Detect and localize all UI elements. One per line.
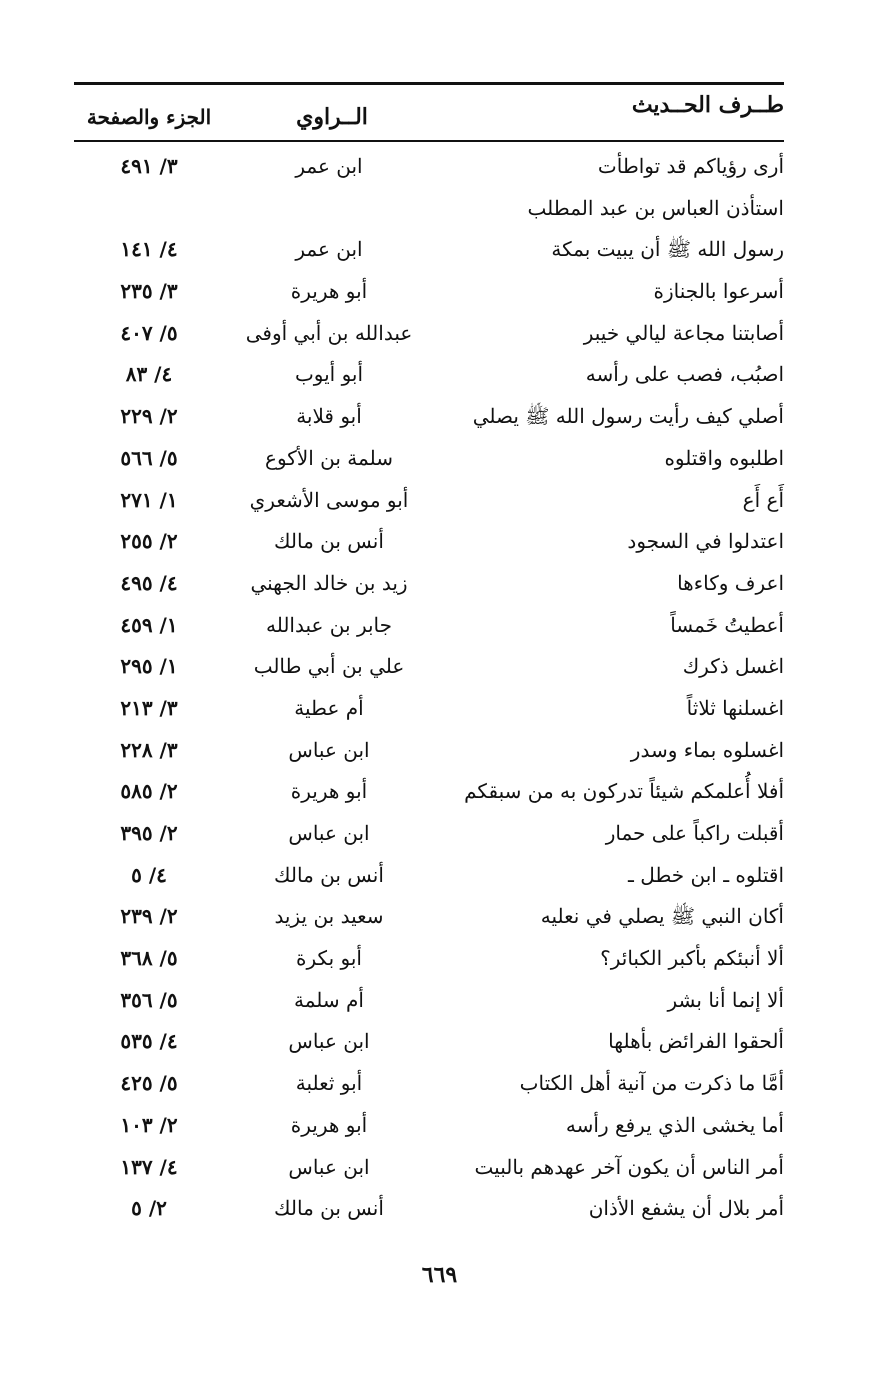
table-row bbox=[74, 229, 784, 271]
table-row bbox=[74, 730, 784, 772]
narrator-name: أم سلمة bbox=[294, 987, 364, 1012]
hadith-text: اعتدلوا في السجود bbox=[627, 529, 784, 554]
narrator-name: أنس بن مالك bbox=[274, 1196, 384, 1221]
volume-page-ref: ١/ ٢٧١ bbox=[120, 487, 178, 512]
hadith-text: أعطيتُ خَمساً bbox=[670, 612, 784, 637]
narrator-name: أبو أيوب bbox=[294, 362, 364, 387]
page-number: ٦٦٩ bbox=[421, 1262, 458, 1288]
narrator-name: ابن عباس bbox=[288, 821, 370, 845]
table-row bbox=[74, 271, 784, 313]
volume-page-ref: ١/ ٢٩٥ bbox=[120, 654, 178, 679]
hadith-text: أَع أَع bbox=[742, 487, 784, 512]
volume-page-ref: ٥/ ٣٦٨ bbox=[120, 946, 178, 971]
table-row bbox=[74, 521, 784, 563]
volume-page-ref: ٣/ ٢٣٥ bbox=[120, 279, 178, 304]
hadith-text: ألحقوا الفرائض بأهلها bbox=[608, 1029, 784, 1054]
narrator-name bbox=[224, 188, 434, 230]
hadith-text: اقتلوه ـ ابن خطل ـ bbox=[628, 862, 784, 887]
table-row bbox=[74, 938, 784, 980]
table-row bbox=[74, 480, 784, 522]
narrator-name: علي بن أبي طالب bbox=[253, 654, 405, 679]
hadith-text: أفلا أُعلمكم شيئاً تدركون به من سبقكم bbox=[464, 779, 784, 804]
volume-page-ref: ٣/ ٢٢٨ bbox=[120, 737, 178, 762]
column-header-hadith: طــرف الحــديث bbox=[631, 92, 784, 118]
volume-page-ref: ٢/ ٥٨٥ bbox=[120, 779, 178, 804]
hadith-text: أمر بلال أن يشفع الأذان bbox=[588, 1196, 784, 1221]
hadith-text: أمَّا ما ذكرت من آنية أهل الكتاب bbox=[519, 1071, 784, 1096]
narrator-name: سعيد بن يزيد bbox=[274, 904, 384, 929]
table-row bbox=[74, 313, 784, 355]
narrator-name: أبو هريرة bbox=[290, 1112, 368, 1137]
hadith-text: اطلبوه واقتلوه bbox=[664, 445, 784, 470]
hadith-text: أمر الناس أن يكون آخر عهدهم بالبيت bbox=[474, 1154, 784, 1179]
volume-page-ref: ٢/ ٢٢٩ bbox=[120, 404, 178, 429]
table-row bbox=[74, 563, 784, 605]
hadith-text: اغسل ذكرك bbox=[682, 654, 784, 679]
narrator-name: زيد بن خالد الجهني bbox=[250, 570, 408, 595]
volume-page-ref: ٥/ ٤٠٧ bbox=[120, 320, 178, 345]
volume-page-ref: ٤/ ٥٣٥ bbox=[120, 1029, 178, 1054]
table-row bbox=[74, 771, 784, 813]
hadith-text: اعرف وكاءها bbox=[677, 570, 784, 595]
narrator-name: أبو قلابة bbox=[296, 404, 362, 429]
header-rule bbox=[74, 140, 784, 142]
table-row bbox=[74, 146, 784, 188]
volume-page-ref: ٥/ ٣٥٦ bbox=[120, 987, 178, 1012]
narrator-name: أبو ثعلبة bbox=[295, 1071, 363, 1096]
hadith-text: أكان النبي ﷺ يصلي في نعليه bbox=[540, 904, 784, 929]
hadith-text: ألا أنبئكم بأكبر الكبائر؟ bbox=[600, 946, 784, 971]
narrator-name: أم عطية bbox=[294, 695, 364, 720]
hadith-text: اصبُب، فصب على رأسه bbox=[585, 362, 784, 387]
narrator-name: ابن عباس bbox=[288, 1029, 370, 1054]
hadith-text: اغسلنها ثلاثاً bbox=[686, 695, 784, 720]
hadith-text: أسرعوا بالجنازة bbox=[653, 279, 784, 304]
hadith-text: رسول الله ﷺ أن يبيت بمكة bbox=[551, 237, 784, 262]
volume-page-ref: ٣/ ٢١٣ bbox=[120, 695, 178, 720]
volume-page-ref bbox=[74, 188, 224, 230]
narrator-name: أنس بن مالك bbox=[274, 862, 384, 887]
table-row bbox=[74, 188, 784, 230]
hadith-text: استأذن العباس بن عبد المطلب bbox=[527, 195, 784, 220]
table-row bbox=[74, 813, 784, 855]
narrator-name: ابن عمر bbox=[295, 237, 363, 262]
narrator-name: ابن عمر bbox=[295, 154, 363, 178]
table-row bbox=[74, 396, 784, 438]
narrator-name: ابن عباس bbox=[288, 737, 370, 762]
volume-page-ref: ٤/ ١٤١ bbox=[120, 237, 178, 262]
volume-page-ref: ٤/ ٤٩٥ bbox=[120, 570, 178, 595]
volume-page-ref: ٢/ ٣٩٥ bbox=[120, 821, 178, 845]
volume-page-ref: ٤/ ٨٣ bbox=[125, 362, 173, 387]
table-row bbox=[74, 1147, 784, 1189]
hadith-text: أقبلت راكباً على حمار bbox=[605, 821, 784, 845]
volume-page-ref: ٢/ ٥ bbox=[131, 1196, 167, 1221]
volume-page-ref: ٥/ ٤٢٥ bbox=[120, 1071, 178, 1096]
table-row bbox=[74, 1063, 784, 1105]
volume-page-ref: ٥/ ٥٦٦ bbox=[120, 445, 178, 470]
table-row bbox=[74, 438, 784, 480]
index-table bbox=[74, 146, 784, 1230]
volume-page-ref: ٤/ ١٣٧ bbox=[120, 1154, 178, 1179]
volume-page-ref: ٢/ ٢٥٥ bbox=[120, 529, 178, 554]
table-row bbox=[74, 646, 784, 688]
hadith-text: أصابتنا مجاعة ليالي خيبر bbox=[583, 320, 784, 345]
table-row bbox=[74, 855, 784, 897]
table-row bbox=[74, 980, 784, 1022]
narrator-name: أبو موسى الأشعري bbox=[249, 487, 409, 512]
narrator-name: سلمة بن الأكوع bbox=[265, 445, 393, 470]
column-header-narrator: الــراوي bbox=[296, 104, 368, 130]
table-row bbox=[74, 1021, 784, 1063]
volume-page-ref: ٣/ ٤٩١ bbox=[120, 154, 178, 178]
hadith-text: أصلي كيف رأيت رسول الله ﷺ يصلي bbox=[472, 404, 784, 429]
hadith-text: ألا إنما أنا بشر bbox=[667, 987, 784, 1012]
narrator-name: أبو بكرة bbox=[296, 946, 362, 971]
table-row bbox=[74, 1188, 784, 1230]
narrator-name: جابر بن عبدالله bbox=[265, 612, 393, 637]
table-row bbox=[74, 896, 784, 938]
narrator-name: أنس بن مالك bbox=[274, 529, 384, 554]
table-row bbox=[74, 688, 784, 730]
volume-page-ref: ٢/ ١٠٣ bbox=[120, 1112, 178, 1137]
table-row bbox=[74, 354, 784, 396]
top-rule bbox=[74, 82, 784, 85]
hadith-text: اغسلوه بماء وسدر bbox=[630, 737, 784, 762]
table-row bbox=[74, 605, 784, 647]
column-header-volume-page: الجزء والصفحة bbox=[86, 105, 212, 129]
volume-page-ref: ١/ ٤٥٩ bbox=[120, 612, 178, 637]
narrator-name: أبو هريرة bbox=[290, 279, 368, 304]
volume-page-ref: ٢/ ٢٣٩ bbox=[120, 904, 178, 929]
volume-page-ref: ٤/ ٥ bbox=[131, 862, 167, 887]
narrator-name: ابن عباس bbox=[288, 1154, 370, 1179]
table-row bbox=[74, 1105, 784, 1147]
hadith-text: أما يخشى الذي يرفع رأسه bbox=[565, 1112, 784, 1137]
narrator-name: أبو هريرة bbox=[290, 779, 368, 804]
narrator-name: عبدالله بن أبي أوفى bbox=[245, 320, 413, 345]
hadith-text: أرى رؤياكم قد تواطأت bbox=[597, 154, 784, 178]
